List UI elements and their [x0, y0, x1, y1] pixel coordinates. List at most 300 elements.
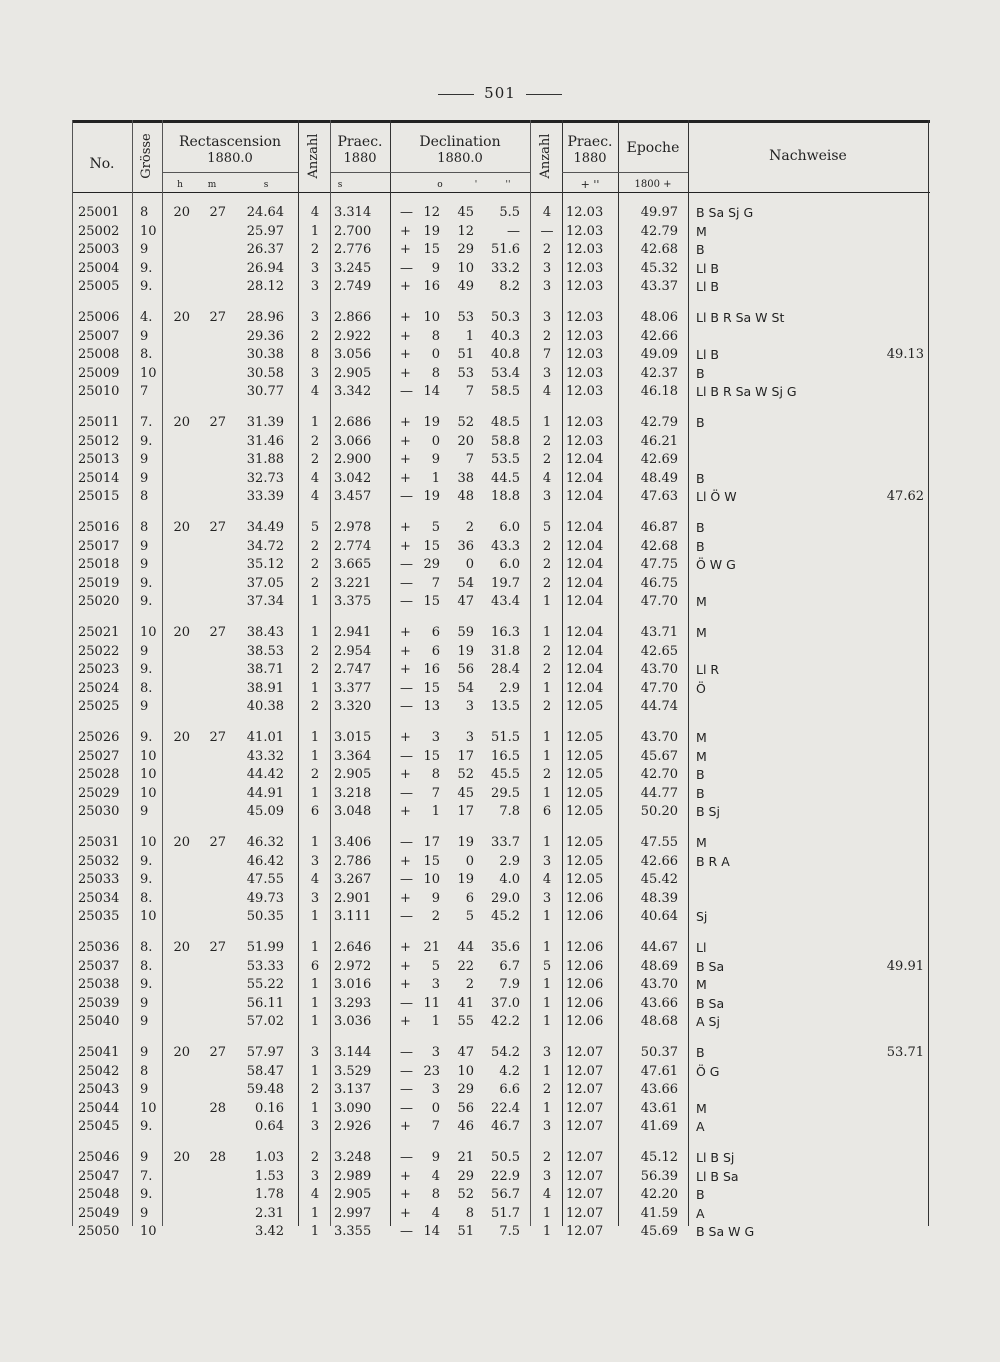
row-praec-decl: 12.06	[566, 1014, 604, 1029]
row-anzahl2: 3	[542, 1119, 552, 1134]
row-ra-seconds: 30.77	[246, 384, 284, 399]
row-anzahl2: 4	[542, 470, 552, 486]
row-ra-seconds: 1.53	[255, 1168, 284, 1184]
row-ra-seconds: 38.91	[246, 680, 284, 696]
row-praec-ra: 2.776	[334, 242, 372, 257]
row-decl-minutes: 54	[457, 575, 474, 591]
row-decl-degrees: 5	[431, 958, 440, 974]
row-praec-decl: 12.07	[566, 1187, 604, 1202]
row-anzahl: 5	[310, 520, 320, 535]
header-anzahl2: Anzahl	[538, 133, 553, 179]
row-praec-ra: 3.056	[334, 347, 372, 362]
row-anzahl2: 3	[542, 1168, 552, 1184]
row-decl-minutes: 6	[465, 890, 474, 906]
row-anzahl2: 2	[542, 662, 552, 677]
row-groesse: 9	[140, 328, 149, 344]
row-number: 25045	[78, 1119, 120, 1134]
row-anzahl: 1	[310, 680, 320, 696]
row-praec-ra: 2.997	[334, 1205, 372, 1221]
row-decl-sign: +	[400, 1014, 411, 1029]
row-decl-sign: —	[400, 785, 413, 801]
row-groesse: 9	[140, 557, 149, 572]
row-ra-seconds: 37.34	[246, 594, 284, 609]
row-ra-seconds: 26.94	[246, 260, 284, 276]
row-groesse: 9	[140, 1014, 149, 1029]
row-praec-ra: 3.457	[334, 489, 372, 504]
row-decl-sign: +	[400, 1168, 411, 1184]
row-decl-minutes: 1	[465, 328, 474, 344]
row-number: 25030	[78, 804, 120, 819]
row-anzahl: 3	[310, 260, 320, 276]
row-decl-minutes: 17	[457, 804, 474, 819]
row-anzahl2: 2	[542, 538, 552, 554]
row-nachweise: Ll B Sj	[696, 1150, 735, 1165]
row-anzahl: 4	[310, 470, 320, 486]
row-number: 25020	[78, 594, 120, 609]
row-decl-seconds: 2.9	[499, 853, 520, 869]
row-ra-seconds: 31.39	[246, 415, 284, 430]
row-nachweise: Ll R	[696, 662, 720, 677]
row-number: 25019	[78, 575, 120, 591]
row-praec-decl: 12.05	[566, 785, 604, 801]
row-praec-decl: 12.05	[566, 699, 604, 714]
row-ra-seconds: 46.32	[246, 835, 284, 850]
row-number: 25027	[78, 748, 120, 764]
row-epoche: 47.61	[640, 1063, 678, 1079]
row-praec-ra: 3.293	[334, 995, 372, 1011]
row-decl-degrees: 12	[423, 205, 440, 220]
row-number: 25042	[78, 1063, 120, 1079]
row-decl-degrees: 8	[431, 1187, 440, 1202]
row-decl-seconds: 42.2	[491, 1014, 520, 1029]
header-epoche: Epoche	[626, 140, 680, 156]
row-decl-degrees: 7	[431, 785, 440, 801]
row-ra-seconds: 30.58	[246, 365, 284, 381]
row-groesse: 9	[140, 643, 149, 659]
row-decl-seconds: 53.5	[491, 452, 520, 467]
table-row	[72, 593, 930, 612]
row-anzahl2: 2	[542, 699, 552, 714]
row-praec-ra: 3.090	[334, 1100, 372, 1116]
row-anzahl: 1	[310, 594, 320, 609]
row-groesse: 8.	[140, 347, 153, 362]
row-decl-degrees: 8	[431, 328, 440, 344]
row-decl-sign: +	[400, 977, 411, 992]
row-decl-seconds: 46.7	[491, 1119, 520, 1134]
row-groesse: 7.	[140, 415, 153, 430]
row-ra-hours: 20	[173, 520, 190, 535]
row-anzahl2: 2	[542, 643, 552, 659]
row-anzahl2: 3	[542, 853, 552, 869]
row-decl-seconds: 6.0	[499, 557, 520, 572]
row-decl-degrees: 9	[431, 260, 440, 276]
row-number: 25029	[78, 785, 120, 801]
header-decl-epoch: 1880.0	[437, 151, 483, 166]
table-row	[72, 1205, 930, 1224]
row-groesse: 9.	[140, 1187, 153, 1202]
row-decl-sign: +	[400, 520, 411, 535]
row-anzahl: 3	[310, 853, 320, 869]
row-groesse: 10	[140, 223, 157, 239]
row-praec-decl: 12.03	[566, 365, 604, 381]
row-epoche: 45.12	[640, 1150, 678, 1165]
row-praec-ra: 2.989	[334, 1168, 372, 1184]
row-praec-decl: 12.04	[566, 662, 604, 677]
row-ra-seconds: 0.64	[255, 1119, 284, 1134]
row-anzahl2: 1	[542, 940, 552, 955]
row-decl-degrees: 6	[431, 643, 440, 659]
row-decl-minutes: 29	[457, 1168, 474, 1184]
row-anzahl2: 5	[542, 958, 552, 974]
row-nachweise: B Sa	[696, 995, 725, 1011]
row-praec-decl: 12.03	[566, 310, 604, 325]
row-anzahl: 6	[310, 804, 320, 819]
row-decl-degrees: 0	[431, 433, 440, 449]
row-nachweise: A Sj	[696, 1014, 720, 1029]
praec2-subrule	[562, 172, 618, 173]
row-decl-degrees: 1	[431, 1014, 440, 1029]
row-number: 25013	[78, 452, 120, 467]
row-anzahl: 3	[310, 310, 320, 325]
row-ra-hours: 20	[173, 1150, 190, 1165]
row-decl-minutes: 53	[457, 365, 474, 381]
table-row	[72, 241, 930, 260]
row-decl-degrees: 11	[423, 995, 440, 1011]
row-epoche: 45.69	[640, 1224, 678, 1239]
row-praec-ra: 2.747	[334, 662, 372, 677]
row-decl-minutes: 41	[457, 995, 474, 1011]
row-decl-sign: —	[400, 594, 413, 609]
row-groesse: 9	[140, 1082, 149, 1097]
row-anzahl2: 3	[542, 890, 552, 906]
row-epoche: 44.74	[640, 699, 678, 714]
table-row	[72, 556, 930, 575]
row-groesse: 10	[140, 748, 157, 764]
row-praec-ra: 3.042	[334, 470, 372, 486]
row-number: 25010	[78, 384, 120, 399]
row-praec-ra: 3.111	[334, 909, 372, 924]
row-ra-minutes: 27	[209, 1045, 226, 1060]
row-nachweise: B	[696, 767, 705, 782]
row-epoche: 42.20	[640, 1187, 678, 1202]
table-row	[72, 766, 930, 785]
row-number: 25049	[78, 1205, 120, 1221]
row-decl-sign: +	[400, 310, 411, 325]
row-anzahl: 2	[310, 538, 320, 554]
row-groesse: 8.	[140, 958, 153, 974]
row-praec-decl: 12.05	[566, 748, 604, 764]
row-anzahl: 3	[310, 1045, 320, 1060]
row-epoche: 49.97	[640, 205, 678, 220]
row-ra-seconds: 55.22	[246, 977, 284, 992]
row-decl-seconds: 22.4	[491, 1100, 520, 1116]
row-anzahl2: 1	[542, 594, 552, 609]
row-praec-decl: 12.06	[566, 995, 604, 1011]
row-decl-minutes: 53	[457, 310, 474, 325]
row-ra-seconds: 47.55	[246, 872, 284, 887]
table-row	[72, 1223, 930, 1242]
row-praec-ra: 3.036	[334, 1014, 372, 1029]
row-groesse: 9	[140, 804, 149, 819]
row-groesse: 9	[140, 699, 149, 714]
unit-arcmin: '	[474, 180, 478, 190]
row-epoche: 49.09	[640, 347, 678, 362]
row-praec-ra: 3.364	[334, 748, 372, 764]
row-nachweise: B	[696, 1045, 705, 1060]
row-decl-seconds: 35.6	[491, 940, 520, 955]
row-decl-sign: +	[400, 625, 411, 640]
row-ra-seconds: 37.05	[246, 575, 284, 591]
row-anzahl2: 5	[542, 520, 552, 535]
row-praec-decl: 12.05	[566, 804, 604, 819]
row-decl-degrees: 7	[431, 575, 440, 591]
row-decl-seconds: 19.7	[491, 575, 520, 591]
row-decl-seconds: 29.0	[491, 890, 520, 906]
row-decl-seconds: 53.4	[491, 365, 520, 381]
row-decl-degrees: 3	[431, 730, 440, 745]
row-praec-ra: 2.941	[334, 625, 372, 640]
row-decl-sign: +	[400, 890, 411, 906]
row-decl-degrees: 14	[423, 384, 440, 399]
row-decl-degrees: 3	[431, 1045, 440, 1060]
row-anzahl: 2	[310, 328, 320, 344]
row-praec-decl: 12.03	[566, 205, 604, 220]
table-row	[72, 365, 930, 384]
row-ra-hours: 20	[173, 1045, 190, 1060]
row-decl-sign: —	[400, 1150, 413, 1165]
row-decl-sign: +	[400, 347, 411, 362]
row-anzahl2: 2	[542, 328, 552, 344]
row-anzahl: 3	[310, 365, 320, 381]
row-decl-sign: +	[400, 328, 411, 344]
row-praec-decl: 12.04	[566, 643, 604, 659]
row-ra-minutes: 28	[209, 1150, 226, 1165]
row-nachweise: M	[696, 594, 707, 609]
row-nachweise: Ll B R Sa W St	[696, 310, 785, 325]
row-groesse: 9	[140, 470, 149, 486]
row-praec-decl: 12.03	[566, 260, 604, 276]
row-decl-degrees: 2	[431, 909, 440, 924]
row-decl-sign: +	[400, 242, 411, 257]
praec2-unit: + ''	[580, 178, 600, 191]
row-anzahl: 1	[310, 1205, 320, 1221]
row-number: 25025	[78, 699, 120, 714]
row-praec-decl: 12.05	[566, 853, 604, 869]
row-number: 25009	[78, 365, 120, 381]
row-epoche: 47.70	[640, 680, 678, 696]
header-rectascension: Rectascension	[178, 134, 282, 150]
row-anzahl: 3	[310, 1168, 320, 1184]
row-decl-seconds: 51.5	[491, 730, 520, 745]
row-anzahl2: 1	[542, 835, 552, 850]
row-ra-minutes: 27	[209, 835, 226, 850]
row-decl-sign: —	[400, 995, 413, 1011]
row-groesse: 10	[140, 909, 157, 924]
row-decl-minutes: 0	[465, 853, 474, 869]
row-nachweise: B Sj	[696, 804, 720, 819]
row-number: 25043	[78, 1082, 120, 1097]
row-number: 25033	[78, 872, 120, 887]
table-row	[72, 309, 930, 328]
row-decl-minutes: 52	[457, 415, 474, 430]
row-groesse: 9.	[140, 872, 153, 887]
row-decl-degrees: 3	[431, 977, 440, 992]
row-nachweise: M	[696, 977, 707, 992]
row-number: 25041	[78, 1045, 120, 1060]
row-praec-decl: 12.03	[566, 384, 604, 399]
row-ra-seconds: 57.02	[246, 1014, 284, 1029]
row-decl-minutes: 29	[457, 242, 474, 257]
row-praec-ra: 2.905	[334, 365, 372, 381]
row-decl-seconds: 16.5	[491, 748, 520, 764]
row-nachweise: Ö	[696, 680, 706, 696]
row-number: 25015	[78, 489, 120, 504]
row-decl-sign: +	[400, 433, 411, 449]
row-anzahl2: 2	[542, 452, 552, 467]
row-ra-seconds: 51.99	[246, 940, 284, 955]
table-row	[72, 204, 930, 223]
row-praec-ra: 2.866	[334, 310, 372, 325]
row-praec-decl: 12.03	[566, 279, 604, 294]
row-anzahl: 1	[310, 1063, 320, 1079]
header-praec-year: 1880	[343, 151, 377, 166]
row-anzahl2: 1	[542, 625, 552, 640]
row-decl-degrees: 15	[423, 538, 440, 554]
row-number: 25005	[78, 279, 120, 294]
rect-subrule	[162, 172, 298, 173]
table-row	[72, 488, 930, 507]
row-decl-seconds: 48.5	[491, 415, 520, 430]
row-decl-sign: +	[400, 730, 411, 745]
row-nachweise: B	[696, 415, 705, 430]
row-decl-sign: +	[400, 223, 411, 239]
row-decl-minutes: 19	[457, 643, 474, 659]
row-ra-hours: 20	[173, 835, 190, 850]
table-row	[72, 1168, 930, 1187]
row-anzahl: 1	[310, 625, 320, 640]
row-groesse: 10	[140, 625, 157, 640]
row-epoche: 41.69	[640, 1119, 678, 1134]
row-epoche: 46.21	[640, 433, 678, 449]
row-decl-seconds: 58.5	[491, 384, 520, 399]
row-groesse: 8	[140, 205, 149, 220]
row-anzahl: 2	[310, 699, 320, 714]
row-number: 25018	[78, 557, 120, 572]
row-praec-ra: 2.686	[334, 415, 372, 430]
row-decl-degrees: 6	[431, 625, 440, 640]
row-anzahl2: 4	[542, 872, 552, 887]
row-praec-ra: 3.016	[334, 977, 372, 992]
row-praec-ra: 3.355	[334, 1224, 372, 1239]
table-row	[72, 643, 930, 662]
row-groesse: 10	[140, 365, 157, 381]
header-no: No.	[89, 156, 115, 172]
unit-deg: o	[437, 180, 443, 190]
row-groesse: 9	[140, 242, 149, 257]
row-nachweise: M	[696, 748, 707, 764]
table-row	[72, 1118, 930, 1137]
row-praec-ra: 3.529	[334, 1063, 372, 1079]
row-decl-degrees: 14	[423, 1224, 440, 1239]
row-decl-seconds: 45.5	[491, 767, 520, 782]
table-row	[72, 346, 930, 365]
table-row	[72, 1044, 930, 1063]
row-ra-hours: 20	[173, 415, 190, 430]
row-decl-sign: +	[400, 853, 411, 869]
row-nachweise: Ll B Sa	[696, 1168, 739, 1184]
row-praec-decl: 12.04	[566, 452, 604, 467]
row-ra-minutes: 27	[209, 730, 226, 745]
row-number: 25028	[78, 767, 120, 782]
row-nachweise: M	[696, 223, 707, 239]
row-praec-ra: 3.342	[334, 384, 372, 399]
table-row	[72, 1081, 930, 1100]
row-praec-ra: 3.320	[334, 699, 372, 714]
row-decl-sign: +	[400, 415, 411, 430]
table-row	[72, 1013, 930, 1032]
row-number: 25039	[78, 995, 120, 1011]
row-ra-seconds: 34.72	[246, 538, 284, 554]
row-epoche: 42.79	[640, 415, 678, 430]
row-number: 25017	[78, 538, 120, 554]
row-decl-sign: +	[400, 804, 411, 819]
row-decl-sign: —	[400, 835, 413, 850]
row-praec-ra: 2.700	[334, 223, 372, 239]
row-anzahl2: 1	[542, 1100, 552, 1116]
row-decl-minutes: 22	[457, 958, 474, 974]
praec-unit: s	[337, 180, 343, 190]
row-ra-minutes: 27	[209, 310, 226, 325]
row-nachweise: Ö W G	[696, 557, 736, 572]
table-row	[72, 748, 930, 767]
row-praec-decl: 12.06	[566, 909, 604, 924]
table-row	[72, 890, 930, 909]
row-decl-sign: +	[400, 470, 411, 486]
row-anzahl: 2	[310, 452, 320, 467]
table-row	[72, 414, 930, 433]
unit-arcsec: ''	[505, 180, 511, 190]
row-anzahl2: 1	[542, 1224, 552, 1239]
row-decl-seconds: 7.8	[499, 804, 520, 819]
table-row	[72, 1100, 930, 1119]
row-praec-ra: 2.786	[334, 853, 372, 869]
row-decl-sign: —	[400, 872, 413, 887]
row-anzahl2: 2	[542, 433, 552, 449]
row-ra-seconds: 29.36	[246, 328, 284, 344]
table-row	[72, 433, 930, 452]
row-ra-seconds: 31.46	[246, 433, 284, 449]
table-row	[72, 803, 930, 822]
table-row	[72, 383, 930, 402]
row-praec-ra: 2.972	[334, 958, 372, 974]
unit-m: m	[207, 180, 217, 190]
row-decl-minutes: 29	[457, 1082, 474, 1097]
row-groesse: 9.	[140, 279, 153, 294]
row-anzahl: 8	[310, 347, 320, 362]
row-decl-minutes: 0	[465, 557, 474, 572]
row-ra-minutes: 28	[209, 1100, 226, 1116]
row-ra-seconds: 1.03	[255, 1150, 284, 1165]
row-decl-degrees: 15	[423, 680, 440, 696]
row-nachweise: M	[696, 835, 707, 850]
row-nachweise: B Sa	[696, 958, 725, 974]
row-praec-ra: 2.905	[334, 1187, 372, 1202]
row-decl-seconds: 29.5	[491, 785, 520, 801]
row-ra-seconds: 40.38	[246, 699, 284, 714]
row-number: 25003	[78, 242, 120, 257]
row-praec-ra: 2.978	[334, 520, 372, 535]
row-epoche: 43.37	[640, 279, 678, 294]
